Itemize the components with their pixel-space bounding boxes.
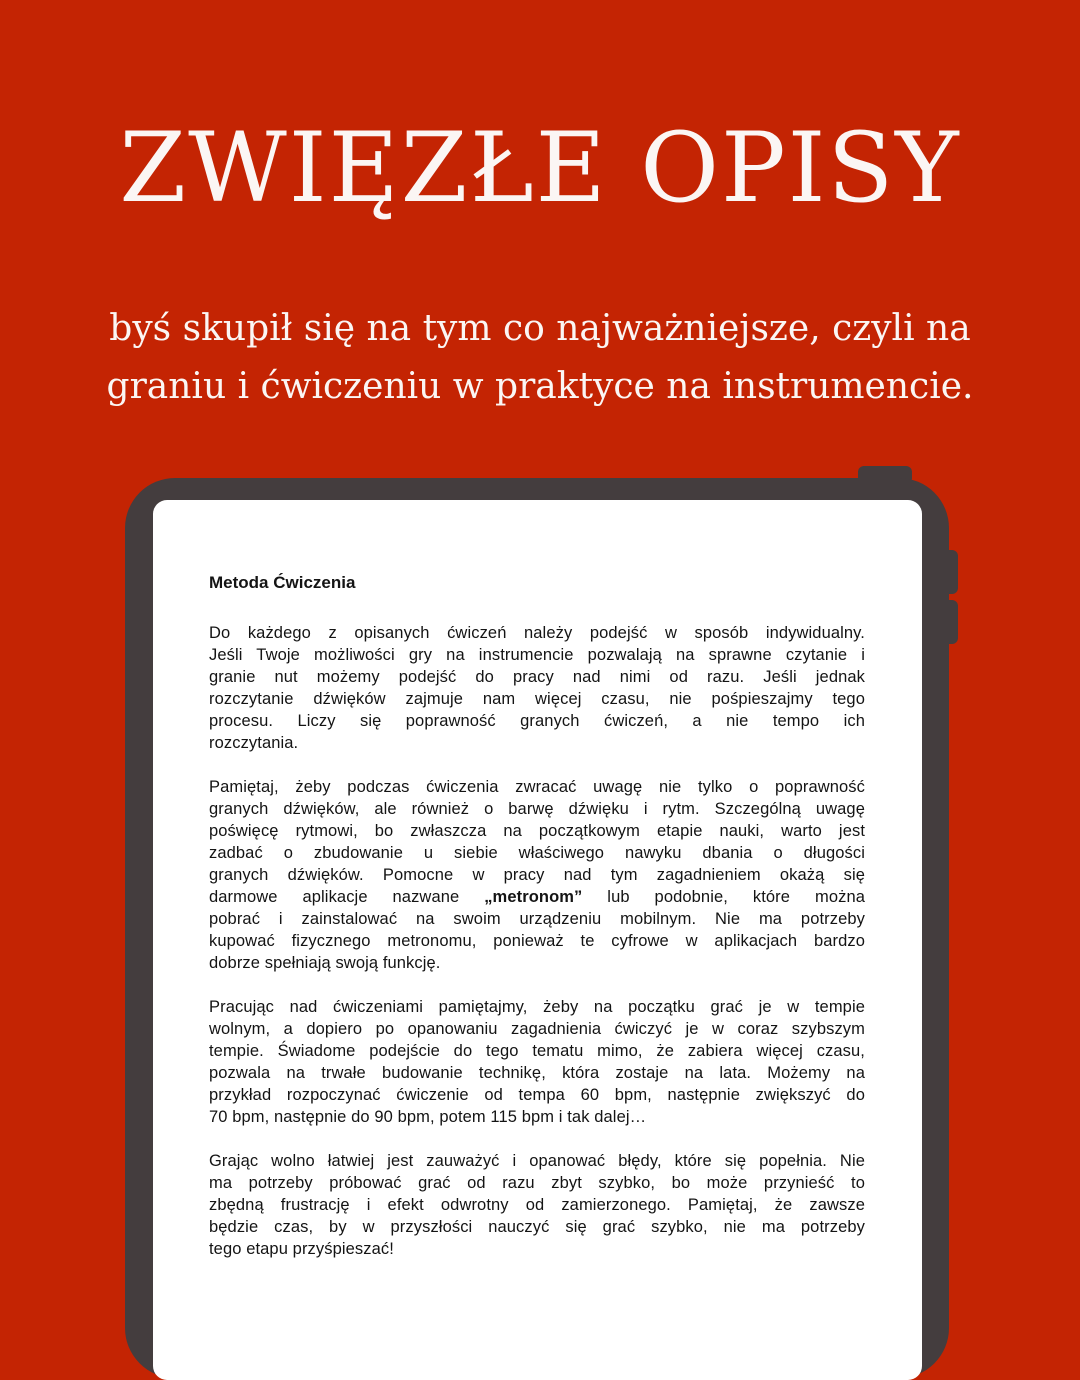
text-segment: lub podobnie, które można <box>582 888 865 906</box>
text-line: Grając wolno łatwiej jest zauważyć i opanować błędy, które się popełnia. Nie <box>209 1152 865 1170</box>
text-line: rozczytanie dźwięków zajmuje nam więcej czasu, nie pośpieszajmy tego <box>209 690 865 708</box>
text-line: zbędną frustrację i efekt odwrotny od zamierzonego. Pamiętaj, że zawsze <box>209 1196 865 1214</box>
text-line: pobrać i zainstalować na swoim urządzeniu mobilnym. Nie ma potrzeby <box>209 910 865 928</box>
text-line: granych dźwięków. Pomocne w pracy nad tym zagadnieniem okażą się <box>209 866 865 884</box>
text-line: Do każdego z opisanych ćwiczeń należy podejść w sposób indywidualny. <box>209 624 865 642</box>
text-line: Pamiętaj, żeby podczas ćwiczenia zwracać uwagę nie tylko o poprawność <box>209 778 865 796</box>
paragraph-2 <box>209 776 865 974</box>
text-line: przykład rozpoczynać ćwiczenie od tempa 60 bpm, następnie zwiększyć do <box>209 1086 865 1104</box>
text-line: granie nut możemy podejść do pracy nad nimi od razu. Jeśli jednak <box>209 668 865 686</box>
text-line: 70 bpm, następnie do 90 bpm, potem 115 bpm i tak dalej… <box>209 1108 647 1126</box>
subtitle <box>60 300 1020 416</box>
paragraph-1 <box>209 622 865 754</box>
tablet-screen <box>153 500 922 1380</box>
text-line: poświęcę rytmowi, bo zwłaszcza na początkowym etapie nauki, warto jest <box>209 822 865 840</box>
text-line: dobrze spełniają swoją funkcję. <box>209 954 441 972</box>
paragraph-4 <box>209 1150 865 1260</box>
text-line: tempie. Świadome podejście do tego tematu mimo, że zabiera więcej czasu, <box>209 1042 865 1060</box>
text-line: granych dźwięków, ale również o barwę dźwięku i rytm. Szczególną uwagę <box>209 800 865 818</box>
headline: ZWIĘZŁE OPISY <box>119 112 961 224</box>
document <box>209 572 865 1282</box>
text-line <box>209 886 865 908</box>
subtitle-line: byś skupił się na tym co najważniejsze, czyli na <box>109 308 971 349</box>
text-line: ma potrzeby próbować grać od razu zbyt szybko, bo może przynieść to <box>209 1174 865 1192</box>
text-line: kupować fizycznego metronomu, ponieważ te cyfrowe w aplikacjach bardzo <box>209 932 865 950</box>
text-line: procesu. Liczy się poprawność granych ćwiczeń, a nie tempo ich <box>209 712 865 730</box>
paragraph-3 <box>209 996 865 1128</box>
text-line: Jeśli Twoje możliwości gry na instrumencie pozwalają na sprawne czytanie i <box>209 646 865 664</box>
text-line: rozczytania. <box>209 734 299 752</box>
text-segment: darmowe aplikacje nazwane <box>209 888 485 906</box>
text-line: pozwala na trwałe budowanie technikę, która zostaje na lata. Możemy na <box>209 1064 865 1082</box>
text-line: wolnym, a dopiero po opanowaniu zagadnienia ćwiczyć je w coraz szybszym <box>209 1020 865 1038</box>
text-line: Pracując nad ćwiczeniami pamiętajmy, żeby na początku grać je w tempie <box>209 998 865 1016</box>
subtitle-line: graniu i ćwiczeniu w praktyce na instrumencie. <box>106 366 974 407</box>
text-line: będzie czas, by w przyszłości nauczyć się grać szybko, nie ma potrzeby <box>209 1218 865 1236</box>
document-title: Metoda Ćwiczenia <box>209 573 356 592</box>
metronom-bold: „metronom” <box>484 888 583 906</box>
text-line: zadbać o zbudowanie u siebie właściwego nawyku dbania o długości <box>209 844 865 862</box>
text-line: tego etapu przyśpieszać! <box>209 1240 394 1258</box>
